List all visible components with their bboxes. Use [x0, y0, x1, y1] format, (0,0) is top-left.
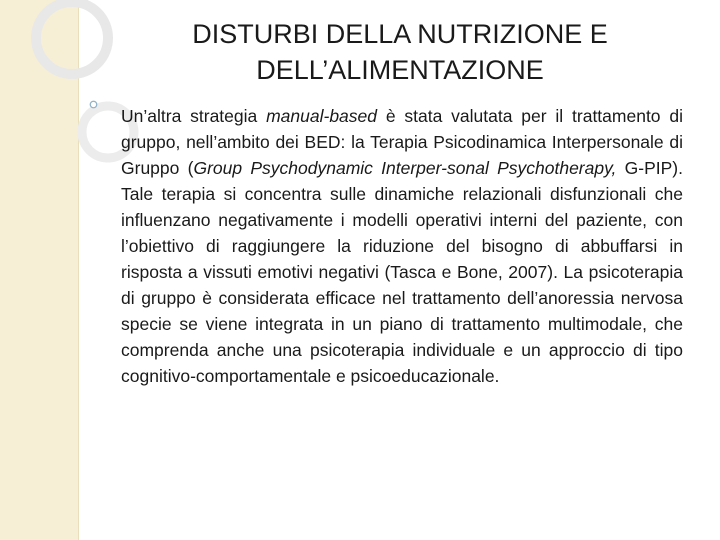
decorative-ring-large	[36, 2, 108, 74]
body-paragraph	[121, 103, 683, 389]
decorative-rings	[0, 0, 140, 160]
bullet-circle-icon	[89, 100, 98, 109]
title-line-2: DELL’ALIMENTAZIONE	[256, 55, 544, 85]
paragraph-run-italic: Group Psychodynamic Interper-sonal Psychotherapy,	[193, 158, 617, 178]
paragraph-run: è stata valutata per il trattamento di gruppo, nell’ambito dei BED: la Terapia Psicodinamica Interpersonale di Gruppo (	[121, 106, 683, 178]
paragraph-run: Un’altra strategia	[121, 106, 267, 126]
slide-title	[120, 16, 680, 88]
title-line-1: DISTURBI DELLA NUTRIZIONE E	[192, 19, 608, 49]
paragraph-run: G-PIP). Tale terapia si concentra sulle dinamiche relazionali disfunzionali che influenzano negativamente i modelli operativi interni del paziente, con l’obiettivo di raggiungere la riduzione del bisogno di abbuffarsi in risposta a vissuti emotivi negativi (Tasca e Bone, 2007). La psicoterapia di gruppo è considerata efficace nel trattamento dell’anoressia nervosa specie se viene integrata in un piano di trattamento multimodale, che comprenda anche una psicoterapia individuale e un approccio di tipo cognitivo-comportamentale e psicoeducazionale.	[121, 158, 683, 386]
paragraph-run-italic: manual-based	[266, 106, 377, 126]
